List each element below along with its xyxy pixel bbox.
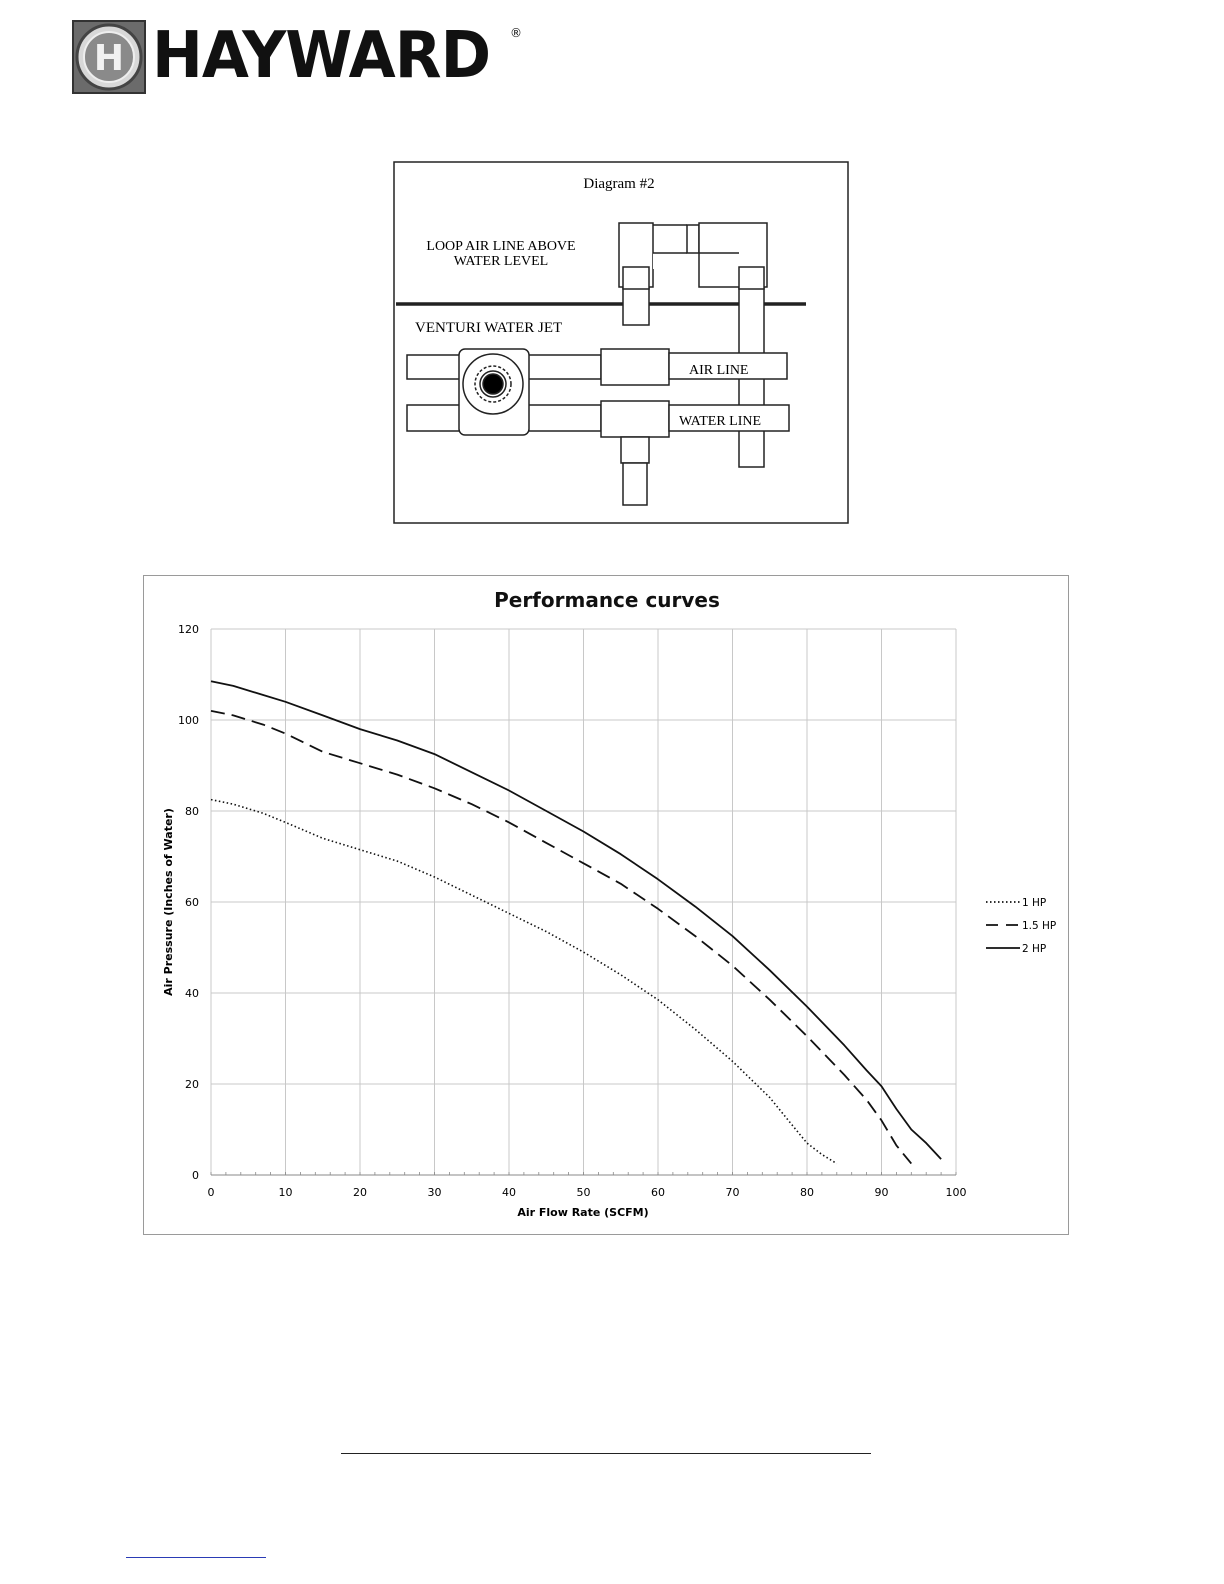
legend-label: 2 HP — [1022, 943, 1047, 955]
chart-grid — [211, 629, 956, 1175]
x-tick-label: 0 — [207, 1186, 215, 1199]
y-tick-label: 0 — [192, 1169, 199, 1182]
performance-chart — [143, 575, 1069, 1235]
y-tick-label: 100 — [178, 714, 199, 727]
x-tick-label: 20 — [353, 1186, 367, 1199]
series-line-1-5-hp — [211, 711, 911, 1164]
y-tick-label: 20 — [185, 1078, 199, 1091]
chart-series — [211, 681, 941, 1163]
logo-emblem-letter: H — [93, 38, 125, 79]
label-venturi: VENTURI WATER JET — [415, 320, 563, 336]
footer-link-underline — [126, 1557, 266, 1558]
x-axis-label: Air Flow Rate (SCFM) — [517, 1206, 649, 1219]
legend-label: 1 HP — [1022, 897, 1047, 909]
label-water-line: WATER LINE — [679, 414, 762, 429]
x-tick-label: 60 — [651, 1186, 665, 1199]
chart-axes — [178, 623, 967, 1199]
label-loop-line2: WATER LEVEL — [453, 254, 549, 269]
y-axis-label: Air Pressure (Inches of Water) — [162, 808, 175, 996]
x-tick-label: 10 — [278, 1186, 293, 1199]
diagram-2 — [393, 161, 849, 524]
legend-label: 1.5 HP — [1022, 920, 1057, 932]
registered-mark: ® — [510, 26, 522, 40]
x-tick-label: 80 — [800, 1186, 814, 1199]
chart-title: Performance curves — [494, 588, 720, 612]
diagram-title: Diagram #2 — [583, 176, 655, 192]
chart-plot — [144, 576, 1068, 1234]
logo-emblem-icon — [72, 20, 146, 94]
x-tick-label: 40 — [502, 1186, 516, 1199]
hayward-logo — [72, 18, 532, 96]
x-tick-label: 100 — [945, 1186, 967, 1199]
footer-divider — [341, 1453, 871, 1454]
y-tick-label: 80 — [185, 805, 199, 818]
series-line-1-hp — [211, 800, 837, 1164]
series-line-2-hp — [211, 681, 941, 1159]
chart-legend — [986, 897, 1056, 955]
x-tick-label: 90 — [874, 1186, 889, 1199]
y-tick-label: 40 — [185, 987, 199, 1000]
x-tick-label: 50 — [576, 1186, 591, 1199]
venturi-jet-icon — [459, 349, 529, 435]
x-tick-label: 30 — [427, 1186, 442, 1199]
label-loop-line1: LOOP AIR LINE ABOVE — [426, 239, 576, 254]
x-tick-label: 70 — [725, 1186, 740, 1199]
label-air-line: AIR LINE — [689, 363, 749, 378]
brand-name: HAYWARD — [152, 19, 491, 93]
diagram-border — [394, 162, 848, 523]
y-tick-label: 120 — [178, 623, 199, 636]
y-tick-label: 60 — [185, 896, 199, 909]
